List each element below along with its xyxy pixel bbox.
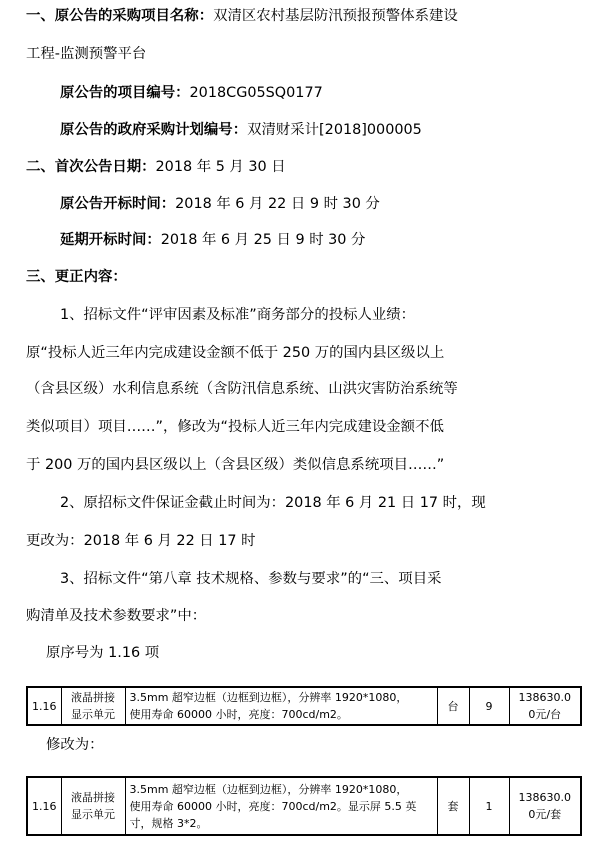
- correction-item2-line1: 2、原招标文件保证金截止时间为：2018 年 6 月 21 日 17 时，现: [60, 495, 486, 511]
- item-name-line1: 液晶拼接: [71, 691, 115, 704]
- delayed-open-time: 2018 年 6 月 25 日 9 时 30 分: [160, 232, 366, 248]
- item-name-line2: 显示单元: [71, 708, 115, 721]
- item-name-cell: [61, 687, 125, 725]
- project-name-line2: 工程-监测预警平台: [26, 46, 147, 62]
- table-row: [27, 687, 581, 725]
- modified-spec-table: [26, 776, 582, 836]
- price-cell: [509, 687, 581, 725]
- table-row: [27, 777, 581, 835]
- correction-paragraph-line1: 原“投标人近三年内完成建设金额不低于 250 万的国内县区级以上: [26, 345, 445, 361]
- unit-cell: 台: [437, 687, 469, 725]
- unit-cell: 套: [437, 777, 469, 835]
- section3-heading: 三、更正内容：: [26, 269, 127, 285]
- first-announcement-date: 2018 年 5 月 30 日: [155, 159, 286, 175]
- sequence-number-cell: 1.16: [27, 687, 61, 725]
- project-number-label: 原公告的项目编号：: [60, 85, 190, 101]
- item-name-line1: 液晶拼接: [71, 791, 115, 804]
- correction-item2-line2: 更改为：2018 年 6 月 22 日 17 时: [26, 533, 256, 549]
- sequence-number-cell: 1.16: [27, 777, 61, 835]
- section2-line: [26, 158, 286, 176]
- correction-paragraph-line3: 类似项目）项目……”，修改为“投标人近三年内完成建设金额不低: [26, 419, 444, 435]
- original-open-time-label: 原公告开标时间：: [60, 196, 176, 212]
- spec-line1: 3.5mm 超窄边框（边框到边框），分辨率 1920*1080，: [129, 691, 408, 704]
- spec-line2: 使用寿命 60000 小时，亮度：700cd/m2。: [129, 708, 348, 721]
- spec-line1: 3.5mm 超窄边框（边框到边框），分辨率 1920*1080，: [129, 782, 408, 796]
- correction-paragraph-line4: 于 200 万的国内县区级以上（含县区级）类似信息系统项目……”: [26, 457, 445, 473]
- original-sequence-note: 原序号为 1.16 项: [46, 645, 160, 661]
- plan-number-line: [60, 121, 422, 139]
- section2-heading: 二、首次公告日期：: [26, 159, 156, 175]
- spec-description-cell: [125, 777, 437, 835]
- item-name-line2: 显示单元: [71, 808, 115, 821]
- modified-to-label: 修改为：: [46, 737, 104, 753]
- price-line1: 138630.0: [518, 691, 571, 704]
- section1-heading: 一、原公告的采购项目名称：: [26, 8, 214, 24]
- item-name-cell: [61, 777, 125, 835]
- quantity-cell: 9: [469, 687, 509, 725]
- price-line2: 0元/套: [528, 808, 562, 821]
- spec-line2: 使用寿命 60000 小时，亮度：700cd/m2。显示屏 5.5 英: [129, 799, 417, 813]
- delayed-open-time-label: 延期开标时间：: [60, 232, 161, 248]
- original-spec-table: [26, 686, 582, 726]
- correction-item1: 1、招标文件“评审因素及标准”商务部分的投标人业绩：: [60, 307, 416, 323]
- project-number-line: [60, 84, 323, 102]
- correction-item3-line1: 3、招标文件“第八章 技术规格、参数与要求”的“三、项目采: [60, 571, 442, 587]
- correction-paragraph-line2: （含县区级）水利信息系统（含防汛信息系统、山洪灾害防治系统等: [26, 381, 458, 397]
- spec-description-cell: [125, 687, 437, 725]
- correction-item3-line2: 购清单及技术参数要求”中：: [26, 608, 207, 624]
- original-open-time: 2018 年 6 月 22 日 9 时 30 分: [175, 196, 380, 212]
- price-cell: [509, 777, 581, 835]
- original-open-time-line: [60, 195, 380, 213]
- price-line1: 138630.0: [518, 791, 571, 804]
- spec-line3: 寸，规格 3*2。: [129, 816, 208, 830]
- price-line2: 0元/台: [528, 708, 562, 721]
- project-name: 双清区农村基层防汛预报预警体系建设: [213, 8, 458, 24]
- quantity-cell: 1: [469, 777, 509, 835]
- project-number: 2018CG05SQ0177: [189, 85, 323, 101]
- plan-number: 双清财采计[2018]000005: [247, 122, 422, 138]
- plan-number-label: 原公告的政府采购计划编号：: [60, 122, 248, 138]
- section1-line1: [26, 7, 458, 25]
- delayed-open-time-line: [60, 231, 365, 249]
